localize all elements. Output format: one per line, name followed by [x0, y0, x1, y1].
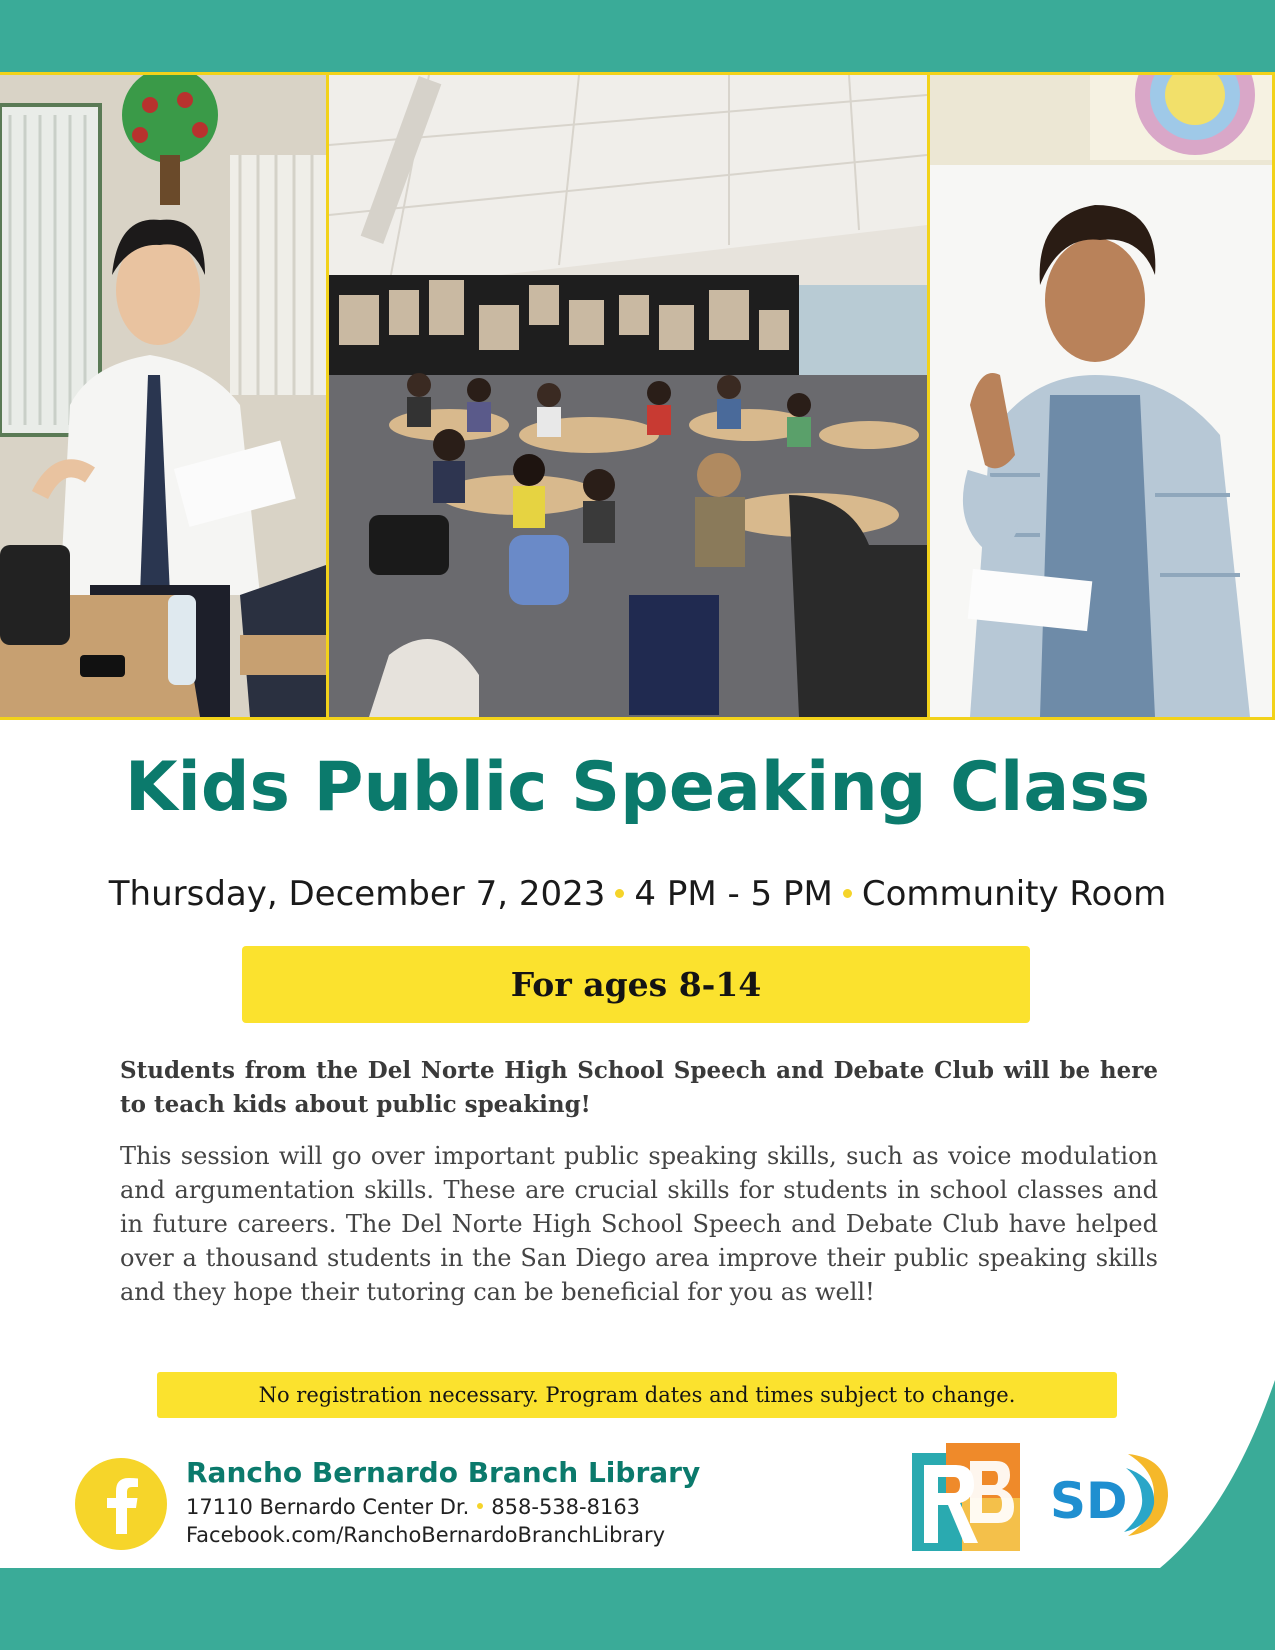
page-title: Kids Public Speaking Class [124, 748, 1151, 827]
library-name: Rancho Bernardo Branch Library [186, 1456, 701, 1489]
description-text: This session will go over important public speaking skills, such as voice modulation and argumentation skills. These are crucial skills for students in school classes and in future careers. The Del Norte High School Speech and Debate Club have helped over a thousand students in the San Diego area improve their public speaking skills and they hope their tutoring can be beneficial for you as well! [120, 1142, 1158, 1306]
library-address: 17110 Bernardo Center Dr. [186, 1495, 470, 1519]
registration-note: No registration necessary. Program dates and times subject to change. [157, 1372, 1117, 1418]
svg-text:SD: SD [1050, 1472, 1128, 1530]
facebook-icon [75, 1458, 167, 1550]
separator-dot [477, 1503, 483, 1509]
photo-student-speaking [0, 75, 326, 717]
separator-dot [615, 889, 624, 898]
age-banner: For ages 8-14 [242, 946, 1030, 1023]
photo-strip [0, 72, 1275, 720]
bottom-band [0, 1568, 1275, 1650]
photo-classroom-audience [329, 75, 927, 717]
event-time: 4 PM - 5 PM [634, 874, 833, 914]
sd-logo [1046, 1448, 1176, 1538]
event-date: Thursday, December 7, 2023 [108, 874, 606, 914]
top-band [0, 0, 1275, 72]
event-details [0, 874, 1275, 914]
event-location: Community Room [861, 874, 1167, 914]
intro-text: Students from the Del Norte High School Speech and Debate Club will be here to teach kids about public speaking! [120, 1057, 1158, 1118]
library-address-line [186, 1495, 640, 1519]
photo-student-waving [930, 75, 1272, 717]
library-phone: 858-538-8163 [491, 1495, 641, 1519]
separator-dot [843, 889, 852, 898]
library-facebook-link[interactable]: Facebook.com/RanchoBernardoBranchLibrary [186, 1523, 666, 1547]
rb-logo [912, 1443, 1020, 1551]
